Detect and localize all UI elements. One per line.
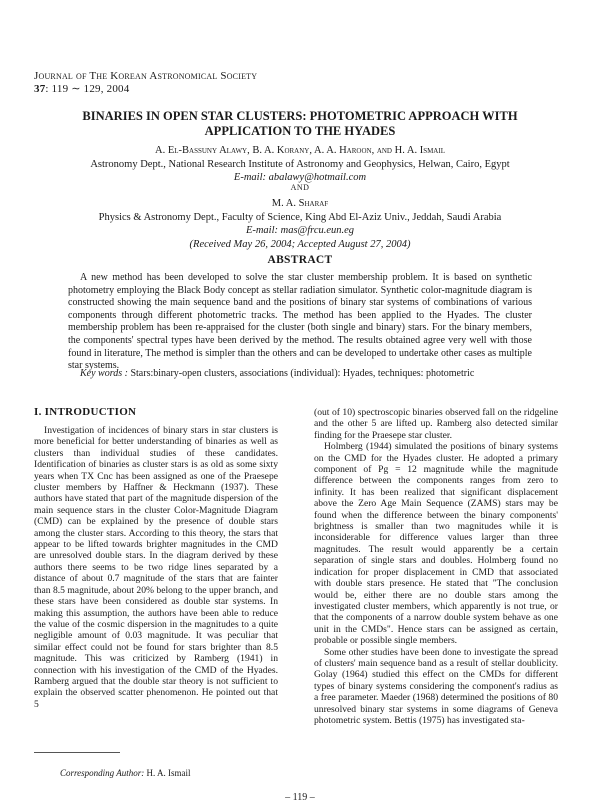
footnote-rule	[34, 752, 120, 753]
author-names-2: M. A. Sharaf	[271, 198, 329, 209]
email-1: E-mail: abalawy@hotmail.com	[233, 172, 367, 183]
paragraph: Some other studies have been done to investigate the spread of clusters' main sequence band as a result of stellar doublicity. Golay (1964) studied this effect on the CMDs for different types of binary systems considering the component's radius as a free parameter. Maeder (1968) determined the positions of 80 unresolved binary star systems in some diagrams of Geneva photometric system. Bettis (1975) has investigated sta-	[314, 646, 558, 726]
keywords-label: Key words :	[80, 368, 128, 379]
section-heading-introduction: I. INTRODUCTION	[34, 406, 137, 418]
email-2: E-mail: mas@frcu.eun.eg	[245, 225, 355, 236]
paper-title-line1: BINARIES IN OPEN STAR CLUSTERS: PHOTOMETRIC APPROACH WITH	[82, 109, 518, 123]
footnote	[60, 768, 191, 778]
page-number: – 119 –	[285, 792, 315, 803]
received-dates: (Received May 26, 2004; Accepted August 27, 2004)	[189, 238, 411, 250]
author-block-1	[20, 144, 580, 185]
abstract-heading: ABSTRACT	[267, 254, 333, 266]
journal-volume-line	[34, 83, 257, 96]
affiliation-1: Astronomy Dept., National Research Institute of Astronomy and Geophysics, Helwan, Cairo, Egypt	[90, 158, 510, 170]
footnote-author: H. A. Ismail	[146, 768, 191, 778]
journal-volume: 37	[34, 83, 46, 95]
author-names-1: A. El-Bassuny Alawy, B. A. Korany, A. A. Haroon, and H. A. Ismail	[155, 145, 445, 156]
paper-title	[20, 109, 580, 139]
keywords-text: Stars:binary-open clusters, associations (individual): Hyades, techniques: photometric	[130, 368, 475, 379]
abstract-text: A new method has been developed to solve the star cluster membership problem. It is based on synthetic photometry employing the Black Body concept as stellar radiation simulator. Synthetic color-magnitude diagram is constructed showing the main sequence band and the positions of binary star systems of combinations of various components through different photometric tracks. The method has been applied to the Hyades. The cluster membership problem has been re-appraised for the cluster (both single and binary) stars. For the binary members, the components' spectral types have been derived by the method. The results obtained agree very well with those found in literature, The method is simpler than the others and can be developed to undertake other cases as multiple star systems.	[68, 272, 532, 372]
paragraph: (out of 10) spectroscopic binaries observed fall on the ridgeline and the other 5 are lifted up. Ramberg also detected similar finding for the Praesepe star cluster.	[314, 407, 558, 441]
author-block-2	[20, 197, 580, 251]
paragraph: Holmberg (1944) simulated the positions of binary systems on the CMD for the Hyades cluster. He adopted a primary component of Pg = 12 magnitude while the magnitude difference between the components ranges from zero to infinity. It has been realized that significant displacement above the Zero Age Main Sequence (ZAMS) stars may be found when the difference between the binary components' brightness is smaller than two magnitudes while it is inconsiderable for difference values larger than three magnitudes. The result would apparently be a certain separation of single stars and doubles. Holmberg found no indication for proper displacement in CMD that associated with double stars presence. He stated that "The conclusion would be, either there are no double stars among the investigated cluster members, which apparently is not true, or that the components of a narrow double system behave as one unit in the CMDs". Hence stars can be assigned as certain, probable or possible single members.	[314, 441, 558, 647]
journal-name: Journal of The Korean Astronomical Society	[34, 70, 258, 82]
journal-pages: : 119 ∼ 129, 2004	[45, 83, 130, 95]
footnote-label: Corresponding Author:	[60, 768, 145, 778]
affiliation-2: Physics & Astronomy Dept., Faculty of Science, King Abd El-Aziz Univ., Jeddah, Saudi Arabia	[98, 211, 502, 223]
paper-title-line2: APPLICATION TO THE HYADES	[204, 124, 396, 138]
paragraph: Investigation of incidences of binary stars in star clusters is more beneficial for better understanding of binaries as well as clusters than individual studies of these candidates. Identification of binaries as cluster stars is as old as some sixty years when TX Cnc has been assigned as one of the Praesepe cluster members by Haffner & Heckmann (1937). These authors have stated that part of the magnitude dispersion of the main sequence stars in the cluster Color-Magnitude Diagram (CMD) can be explained by the presence of double stars among the cluster stars. According to this theory, the stars that appear to be lifted towards brighter magnitudes in the CMD are unresolved double stars. In the diagram derived by these authors there seems to be two ridge lines separated by a distance of about 0.7 magnitude of the stars that are fainter than 8.5 magnitude, about 20% belong to the upper branch, and these stars have been considered as double star systems. In making this assumption, the authors have been able to reduce the value of the cosmic dispersion in the magnitudes to a quite negligible amount of 0.03 magnitude. It was peculiar that similar effect could not be found for stars brighter than 8.5 magnitude. This was criticized by Ramberg (1941) in connection with his investigation of the CMD of the Hyades. Ramberg argued that the double star theory is not sufficient to explain the observed scatter phenomenon. He pointed out that 5	[34, 425, 278, 710]
keywords	[80, 368, 532, 381]
journal-header	[34, 70, 257, 96]
right-column	[314, 407, 558, 726]
left-column	[34, 425, 278, 710]
and-separator: AND	[290, 183, 310, 192]
